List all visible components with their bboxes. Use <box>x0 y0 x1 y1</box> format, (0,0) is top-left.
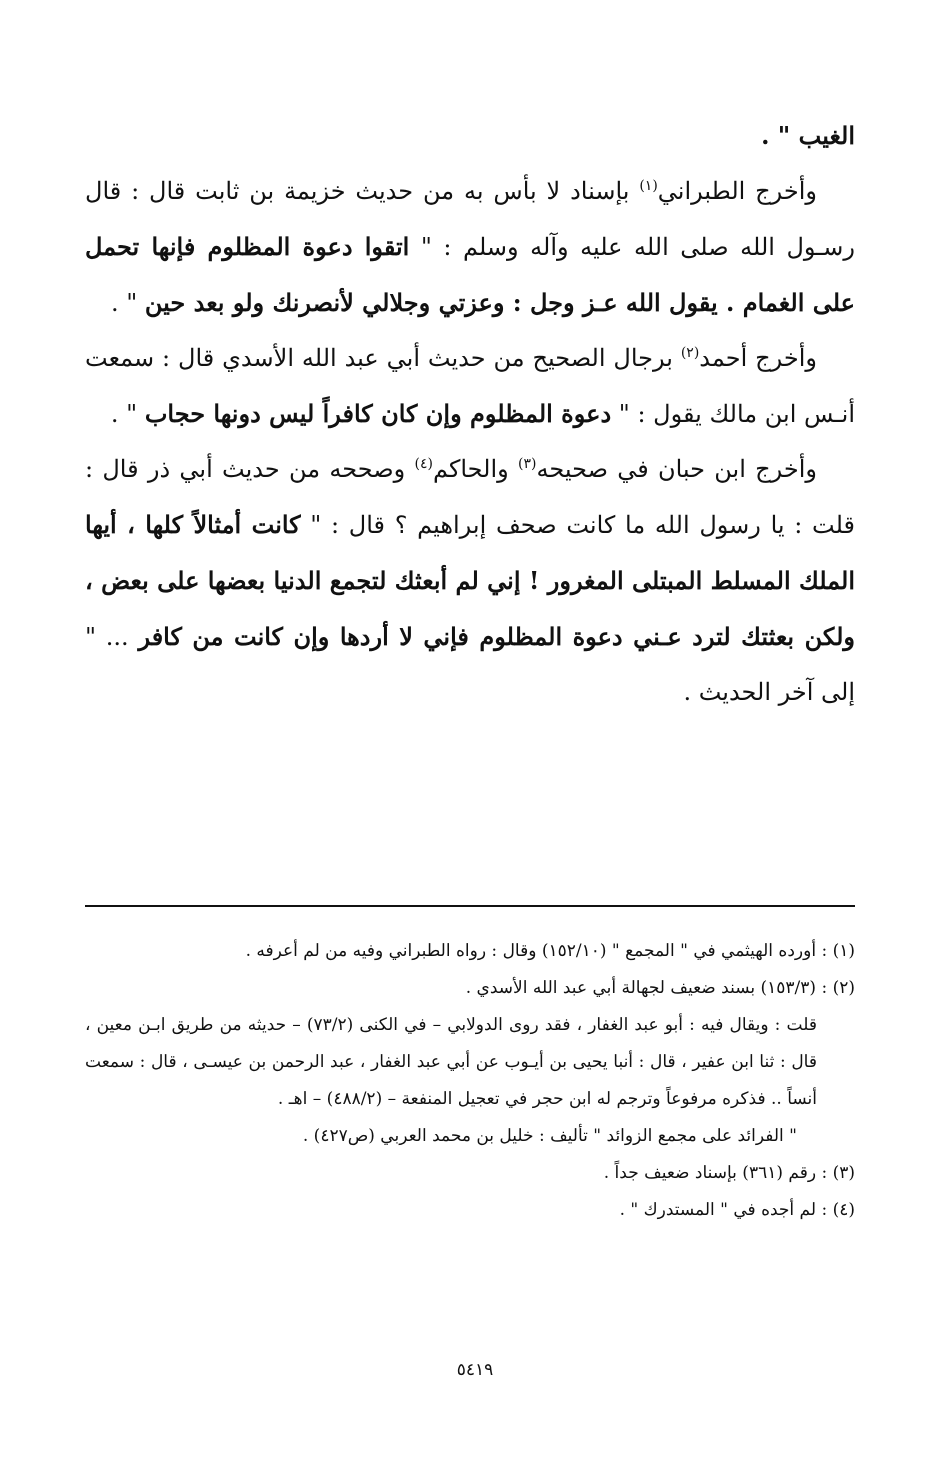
footnote-1: (١) : أورده الهيثمي في " المجمع " (١٥٢/١٠) وقال : رواه الطبراني وفيه من لم أعرفه . <box>245 941 855 961</box>
text-run: " . <box>110 289 145 317</box>
main-text <box>85 108 855 720</box>
hadith-quote: كانت أمثالاً كلها ، أيها الملك المسلط المبتلى المغرور ! إني لم أبعثك لتجمع الدنيا بعضها على بعض ، ولكن بعثتك لترد عـني دعوة المظلوم فإني لا أردها وإن كانت من كافر <box>85 510 856 651</box>
footnote-ref-3[interactable]: (٣) <box>518 456 537 472</box>
footnote-ref-2[interactable]: (٢) <box>680 345 700 361</box>
footnote-separator <box>85 905 855 907</box>
hadith-quote: دعوة المظلوم وإن كان كافراً ليس دونها حجاب <box>144 399 612 428</box>
footnote-3: (٣) : رقم (٣٦١) بإسناد ضعيف جداً . <box>603 1163 855 1183</box>
footnote-2-source: " الفرائد على مجمع الزوائد " تأليف : خليل بن محمد العربي (ص٤٢٧) . <box>302 1126 797 1146</box>
paragraph-tabarani <box>85 164 855 331</box>
text-run: وأخرج ابن حبان في صحيحه <box>536 455 818 483</box>
page-number: ٥٤١٩ <box>456 1360 494 1380</box>
footnote-2: (٢) : (١٥٣/٣) بسند ضعيف لجهالة أبي عبد الله الأسدي . <box>465 978 855 998</box>
text-run: وأخرج أحمد <box>699 344 818 372</box>
text-run: وصححه من حديث أبي ذر قال : قلت : يا رسول الله ما كانت صحف إبراهيم ؟ قال : " <box>85 455 856 539</box>
footnote-4: (٤) : لم أجده في " المستدرك " . <box>619 1200 855 1220</box>
text-run: وأخرج الطبراني <box>657 177 817 205</box>
footnotes <box>85 933 855 1229</box>
footnote-2-comment: قلت : ويقال فيه : أبو عبد الغفار ، فقد روى الدولابي – في الكنى (٧٣/٢) – حديثه من طريق ابـن معين ، قال : ثنا ابن عفير ، قال : أنبا يحيى بن أيـوب عن أبي عبد الغفار ، عبد الرحمن بن عيسـى ، قال : سمعت أنساً .. فذكره مرفوعاً وترجم له ابن حجر في تعجيل المنفعة – (٤٨٨/٢) – اهـ . <box>85 1015 817 1109</box>
hadith-quote: اتقوا دعوة المظلوم فإنها تحمل على الغمام . يقول الله عـز وجل : وعزتي وجلالي لأنصرنك ولو بعد حين <box>85 232 855 317</box>
footnote-ref-1[interactable]: (١) <box>639 178 658 194</box>
paragraph-continuation <box>85 108 855 164</box>
text-run: " . <box>110 400 145 428</box>
text-run: بإسناد لا بأس به من حديث خزيمة بن ثابت قال : قال رسـول الله صلى الله عليه وآله وسلم : " <box>85 177 856 261</box>
paragraph-ahmad <box>85 331 855 442</box>
footnote-ref-4[interactable]: (٤) <box>414 456 433 472</box>
text-run: ... " إلى آخر الحديث . <box>85 623 855 706</box>
text-run: برجال الصحيح من حديث أبي عبد الله الأسدي قال : سمعت أنـس ابن مالك يقول : " <box>85 344 855 428</box>
text-run: والحاكم <box>432 455 519 483</box>
continuation-text: الغيب " . <box>761 121 855 150</box>
paragraph-ibn-hibban <box>85 442 855 720</box>
